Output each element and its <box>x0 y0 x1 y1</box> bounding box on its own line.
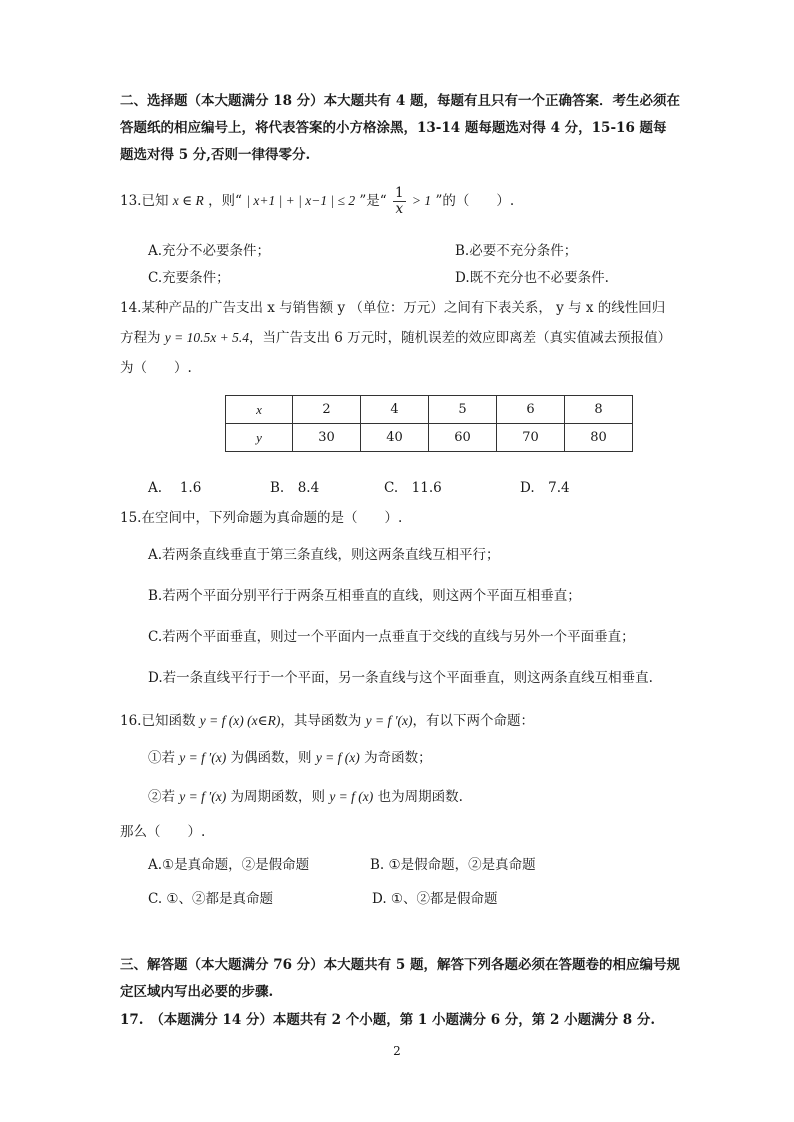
table-cell: 6 <box>497 396 565 424</box>
q16-p2-function: y = f (x) <box>329 789 374 804</box>
q13-expr2: > 1 <box>411 193 432 208</box>
q15-stem: 15.在空间中，下列命题为真命题的是（ ）. <box>120 510 403 526</box>
q13-suffix: ”的（ ）. <box>435 193 515 209</box>
q14-line2-b: ，当广告支出 6 万元时，随机误差的效应即离差（真实值减去预报值） <box>249 330 672 346</box>
q13-option-c: C.充要条件； <box>148 270 230 286</box>
q14-line2-a: 方程为 <box>120 330 165 346</box>
table-cell: 5 <box>429 396 497 424</box>
table-cell: 60 <box>429 424 497 452</box>
q16-stem-c: ，有以下两个命题： <box>412 713 535 729</box>
table-cell: 8 <box>565 396 633 424</box>
q13-fraction <box>393 186 406 217</box>
q16-option-a: A.①是真命题，②是假命题 <box>148 857 310 873</box>
q16-option-c: C. ①、②都是真命题 <box>148 891 274 907</box>
table-cell: 40 <box>361 424 429 452</box>
q16-then: 那么（ ）. <box>120 824 206 840</box>
q17-line: 17. （本题满分 14 分）本题共有 2 个小题，第 1 小题满分 6 分，第 2 小题满分 8 分. <box>120 1012 656 1028</box>
table-cell: 4 <box>361 396 429 424</box>
q13-option-a: A.充分不必要条件； <box>148 243 271 259</box>
q16-function: y = f (x) (x∈R) <box>199 713 281 728</box>
page-number: 2 <box>393 1044 401 1058</box>
q16-option-d: D. ①、②都是假命题 <box>372 891 498 907</box>
table-cell: 30 <box>293 424 361 452</box>
q14-option-d: D. 7.4 <box>520 480 570 496</box>
q16-p2-b: 为周期函数，则 <box>226 789 330 805</box>
table-y-label: y <box>226 424 293 452</box>
q13-mid2: ”是“ <box>359 193 387 209</box>
table-cell: 80 <box>565 424 633 452</box>
q16-p1-derivative: y = f ′(x) <box>179 750 227 765</box>
q16-p1-a: ①若 <box>148 750 180 766</box>
q14-option-b: B. 8.4 <box>270 480 320 496</box>
q16-p2-a: ②若 <box>148 789 180 805</box>
q16-p1-function: y = f (x) <box>315 750 360 765</box>
q15-option-a: A.若两条直线垂直于第三条直线，则这两条直线互相平行； <box>148 547 500 563</box>
table-row <box>226 424 633 452</box>
q14-data-table <box>225 395 633 452</box>
q14-line3: 为（ ）. <box>120 360 192 376</box>
q13-frac-den: x <box>395 201 404 217</box>
table-x-label: x <box>226 396 293 424</box>
q16-proposition-1 <box>148 748 432 768</box>
section2-header: 二、选择题（本大题满分 18 分）本大题共有 4 题，每题有且只有一个正确答案．考生必须在答题纸的相应编号上，将代表答案的小方格涂黑，13-14 题每题选对得 4 分，15-16 题每题选对得 5 分,否则一律得零分. <box>120 93 680 163</box>
q16-stem <box>120 709 534 729</box>
q16-derivative: y = f ′(x) <box>365 713 413 728</box>
table-cell: 70 <box>497 424 565 452</box>
q16-proposition-2 <box>148 787 463 807</box>
q15-option-b: B.若两个平面分别平行于两条互相垂直的直线，则这两个平面互相垂直； <box>148 588 581 604</box>
q13-option-d: D.既不充分也不必要条件. <box>455 270 609 286</box>
q14-option-c: C. 11.6 <box>384 480 442 496</box>
q14-regression-eq: y = 10.5x + 5.4 <box>164 330 250 345</box>
q15-option-d: D.若一条直线平行于一个平面，另一条直线与这个平面垂直，则这两条直线互相垂直. <box>148 670 653 686</box>
section3-header: 三、解答题（本大题满分 76 分）本大题共有 5 题，解答下列各题必须在答题卷的相应编号规定区域内写出必要的步骤. <box>120 957 680 1000</box>
q14-line2 <box>120 326 671 346</box>
q16-stem-a: 16.已知函数 <box>120 713 200 729</box>
q15-option-c: C.若两个平面垂直，则过一个平面内一点垂直于交线的直线与另外一个平面垂直； <box>148 629 635 645</box>
q16-p1-b: 为偶函数，则 <box>226 750 316 766</box>
q16-stem-b: ，其导函数为 <box>280 713 366 729</box>
q14-option-a: A. 1.6 <box>148 480 202 496</box>
q16-p1-c: 为奇函数； <box>359 750 432 766</box>
q16-p2-c: 也为周期函数. <box>373 789 463 805</box>
q14-line1: 14.某种产品的广告支出 x 与销售额 y （单位：万元）之间有下表关系， y 与 x 的线性回归 <box>120 300 666 316</box>
q13-cond: x ∈ R <box>172 193 204 208</box>
q16-p2-derivative: y = f ′(x) <box>179 789 227 804</box>
q13-option-b: B.必要不充分条件； <box>455 243 578 259</box>
q13-stem <box>120 186 514 217</box>
q13-expr1: | x+1 | + | x−1 | ≤ 2 <box>246 193 356 208</box>
table-cell: 2 <box>293 396 361 424</box>
table-row <box>226 396 633 424</box>
q13-frac-num: 1 <box>395 185 404 201</box>
q13-mid1: ，则“ <box>208 193 242 209</box>
q13-prefix: 13.已知 <box>120 193 169 209</box>
q16-option-b: B. ①是假命题，②是真命题 <box>370 857 536 873</box>
